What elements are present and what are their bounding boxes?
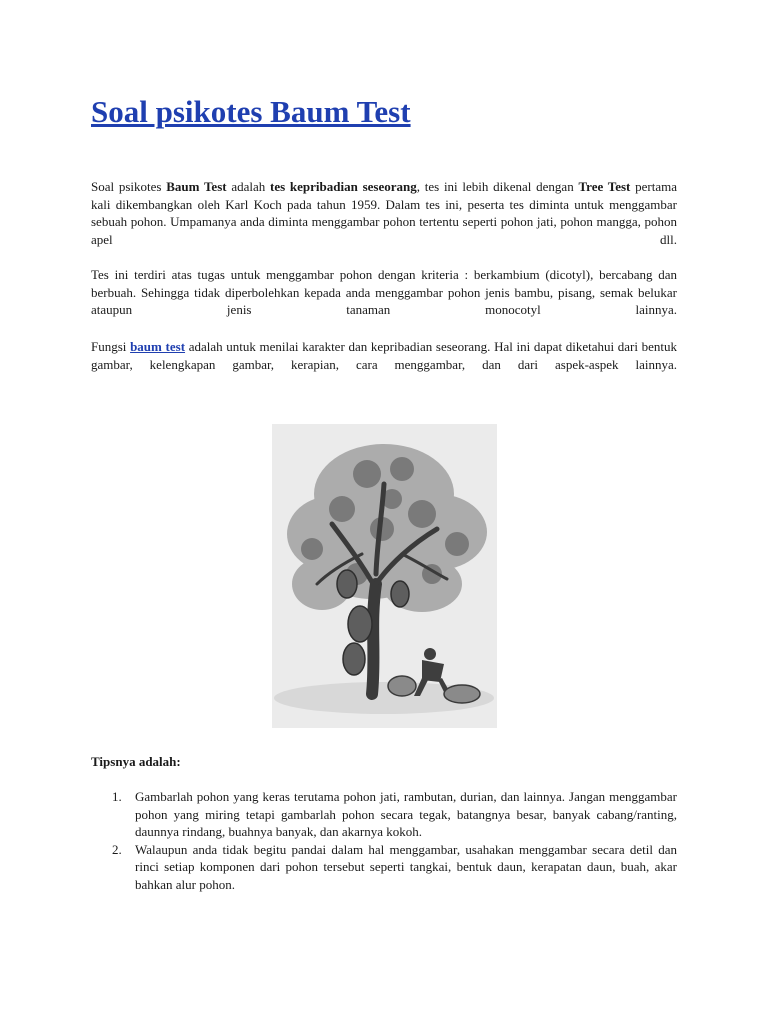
criteria-paragraph: Tes ini terdiri atas tugas untuk menggambar pohon dengan kriteria : berkambium (dicotyl), bercabang dan berbuah. Sehingga tidak diperbolehkan kepada anda menggambar pohon jenis bambu, pisang, semak belukar ataupun jenis tanaman monocotyl lainnya.: [91, 267, 677, 317]
function-text-2: adalah untuk menilai karakter dan kepribadian seseorang. Hal ini dapat diketahui dari bentuk gambar, kelengkapan gambar, kerapian, cara menggambar, dan dari aspek-aspek lainnya.: [91, 339, 678, 372]
tips-list: [91, 788, 677, 893]
intro-text-2: adalah: [226, 179, 271, 194]
intro-text-3: , tes ini lebih dikenal dengan: [416, 179, 579, 194]
baum-test-link[interactable]: baum test: [130, 339, 186, 354]
tree-illustration-icon: [272, 424, 497, 728]
tree-illustration: [272, 424, 497, 728]
intro-paragraph: [91, 178, 677, 248]
list-item: [91, 841, 677, 894]
tips-heading: Tipsnya adalah:: [91, 754, 181, 769]
list-item: [91, 788, 677, 841]
list-item-number: 1.: [112, 789, 122, 804]
list-item-text: Gambarlah pohon yang keras terutama pohon jati, rambutan, durian, dan lainnya. Jangan menggambar pohon yang miring tetapi gambarlah pohon secara tegak, batangnya besar, banyak cabang/ranting, daunnya rindang, buahnya banyak, dan akarnya kokoh.: [135, 789, 677, 839]
intro-text-4: pertama kali dikembangkan oleh Karl Koch pada tahun 1959. Dalam tes ini, peserta tes diminta untuk menggambar sebuah pohon. Umpamanya anda diminta menggambar pohon tertentu seperti pohon jati, pohon mangga, pohon apel dll.: [91, 179, 677, 247]
function-text-1: Fungsi: [91, 339, 131, 354]
intro-bold-tree-test: Tree Test: [578, 179, 631, 194]
intro-bold-baum-test: Baum Test: [166, 179, 227, 194]
list-item-number: 2.: [112, 841, 122, 857]
function-paragraph: [91, 338, 677, 373]
intro-bold-personality-test: tes kepribadian seseorang: [270, 179, 417, 194]
intro-text-1: Soal psikotes: [91, 179, 167, 194]
page-title[interactable]: Soal psikotes Baum Test: [91, 94, 411, 129]
list-item-text: Walaupun anda tidak begitu pandai dalam hal menggambar, usahakan menggambar secara detil dan rinci setiap komponen dari pohon tersebut seperti tangkai, bentuk daun, kerapatan daun, buah, akar bahkan alur pohon.: [135, 841, 677, 892]
